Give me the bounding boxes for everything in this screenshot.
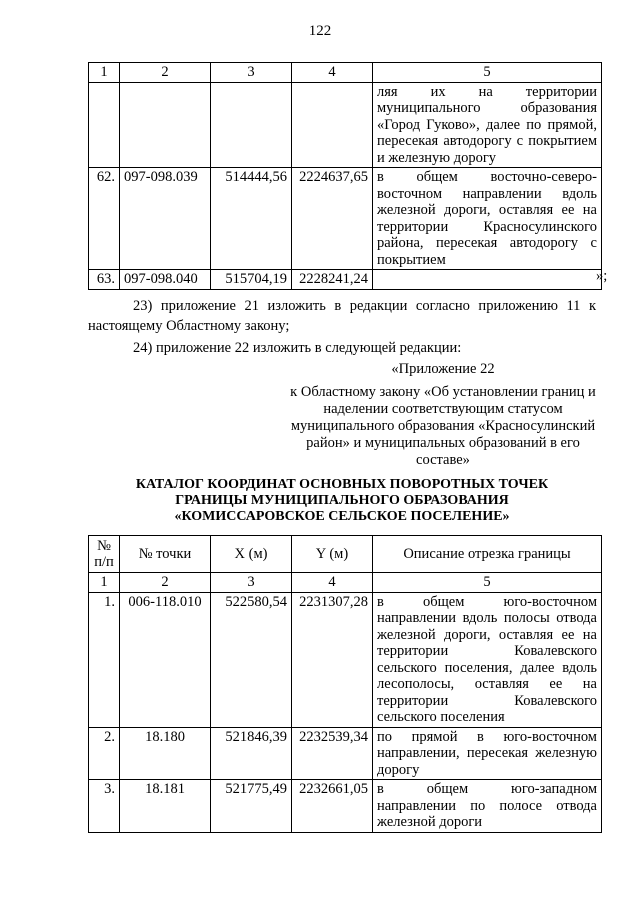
point-id: 006-118.010 xyxy=(120,592,211,727)
segment-description: в общем юго-восточном направлении вдоль полосы отвода железной дороги, оставляя ее на территории Ковалевского сельского поселения, далее вдоль лесополосы, оставляя ее на территории Ковалевского сельского поселения xyxy=(373,592,602,727)
segment-description: ляя их на территории муниципального образования «Город Гуково», далее по прямой, пересекая автодорогу с покрытием и железную дорогу xyxy=(373,82,602,168)
header-point: № точки xyxy=(120,536,211,573)
catalog-title-line2: ГРАНИЦЫ МУНИЦИПАЛЬНОГО ОБРАЗОВАНИЯ xyxy=(175,493,509,508)
x-coordinate: 521775,49 xyxy=(211,780,292,833)
row-number xyxy=(89,82,120,168)
segment-description: по прямой в юго-восточном направлении, пересекая железную дорогу xyxy=(373,727,602,780)
col-number-5: 5 xyxy=(373,63,602,83)
row-number: 63. xyxy=(89,270,120,290)
point-id: 18.180 xyxy=(120,727,211,780)
paragraph-24: 24) приложение 22 изложить в следующей редакции: xyxy=(133,340,462,356)
header-description: Описание отрезка границы xyxy=(373,536,602,573)
row-number: 2. xyxy=(89,727,120,780)
column-numbers-row xyxy=(89,573,602,593)
x-coordinate: 514444,56 xyxy=(211,168,292,270)
paragraph-23: 23) приложение 21 изложить в редакции согласно приложению 11 к настоящему Областному закону; xyxy=(88,298,596,334)
row-number: 3. xyxy=(89,780,120,833)
table-header-row xyxy=(89,536,602,573)
coordinates-catalog-table xyxy=(88,535,602,833)
row-number: 1. xyxy=(89,592,120,727)
y-coordinate: 2224637,65 xyxy=(292,168,373,270)
y-coordinate xyxy=(292,82,373,168)
x-coordinate: 515704,19 xyxy=(211,270,292,290)
header-y: Y (м) xyxy=(292,536,373,573)
table-row xyxy=(89,727,602,780)
catalog-title xyxy=(88,477,596,525)
appendix-text: к Областному закону «Об установлении границ и наделении соответствующим статусом муниципального образования «Красносулинский район» и муниципальных образований в его составе» xyxy=(290,384,596,468)
appendix-title: «Приложение 22 xyxy=(391,361,495,377)
col-number-5: 5 xyxy=(373,573,602,593)
point-id xyxy=(120,82,211,168)
segment-description: в общем юго-западном направлении по полосе отвода железной дороги xyxy=(373,780,602,833)
page-number: 122 xyxy=(308,23,332,39)
y-coordinate: 2231307,28 xyxy=(292,592,373,727)
point-id: 097-098.039 xyxy=(120,168,211,270)
catalog-title-line3: «КОМИССАРОВСКОЕ СЕЛЬСКОЕ ПОСЕЛЕНИЕ» xyxy=(174,509,510,524)
header-num: № п/п xyxy=(89,536,120,573)
table-row xyxy=(89,168,602,270)
y-coordinate: 2232539,34 xyxy=(292,727,373,780)
segment-description xyxy=(373,270,602,290)
x-coordinate xyxy=(211,82,292,168)
col-number-2: 2 xyxy=(120,573,211,593)
boundary-table-continued xyxy=(88,62,602,290)
catalog-title-line1: КАТАЛОГ КООРДИНАТ ОСНОВНЫХ ПОВОРОТНЫХ ТОЧЕК xyxy=(135,477,549,492)
col-number-4: 4 xyxy=(292,63,373,83)
col-number-1: 1 xyxy=(89,63,120,83)
col-number-4: 4 xyxy=(292,573,373,593)
closing-quote: »; xyxy=(596,268,608,284)
table-row xyxy=(89,780,602,833)
y-coordinate: 2232661,05 xyxy=(292,780,373,833)
table-header-row xyxy=(89,63,602,83)
point-id: 097-098.040 xyxy=(120,270,211,290)
x-coordinate: 522580,54 xyxy=(211,592,292,727)
col-number-3: 3 xyxy=(211,573,292,593)
table-row xyxy=(89,270,602,290)
table-row xyxy=(89,82,602,168)
point-id: 18.181 xyxy=(120,780,211,833)
x-coordinate: 521846,39 xyxy=(211,727,292,780)
segment-description: в общем восточно-северо-восточном направлении вдоль железной дороги, оставляя ее на территории Красносулинского района, пересекая автодорогу с покрытием xyxy=(373,168,602,270)
col-number-3: 3 xyxy=(211,63,292,83)
col-number-2: 2 xyxy=(120,63,211,83)
col-number-1: 1 xyxy=(89,573,120,593)
row-number: 62. xyxy=(89,168,120,270)
table-row xyxy=(89,592,602,727)
header-x: X (м) xyxy=(211,536,292,573)
y-coordinate: 2228241,24 xyxy=(292,270,373,290)
